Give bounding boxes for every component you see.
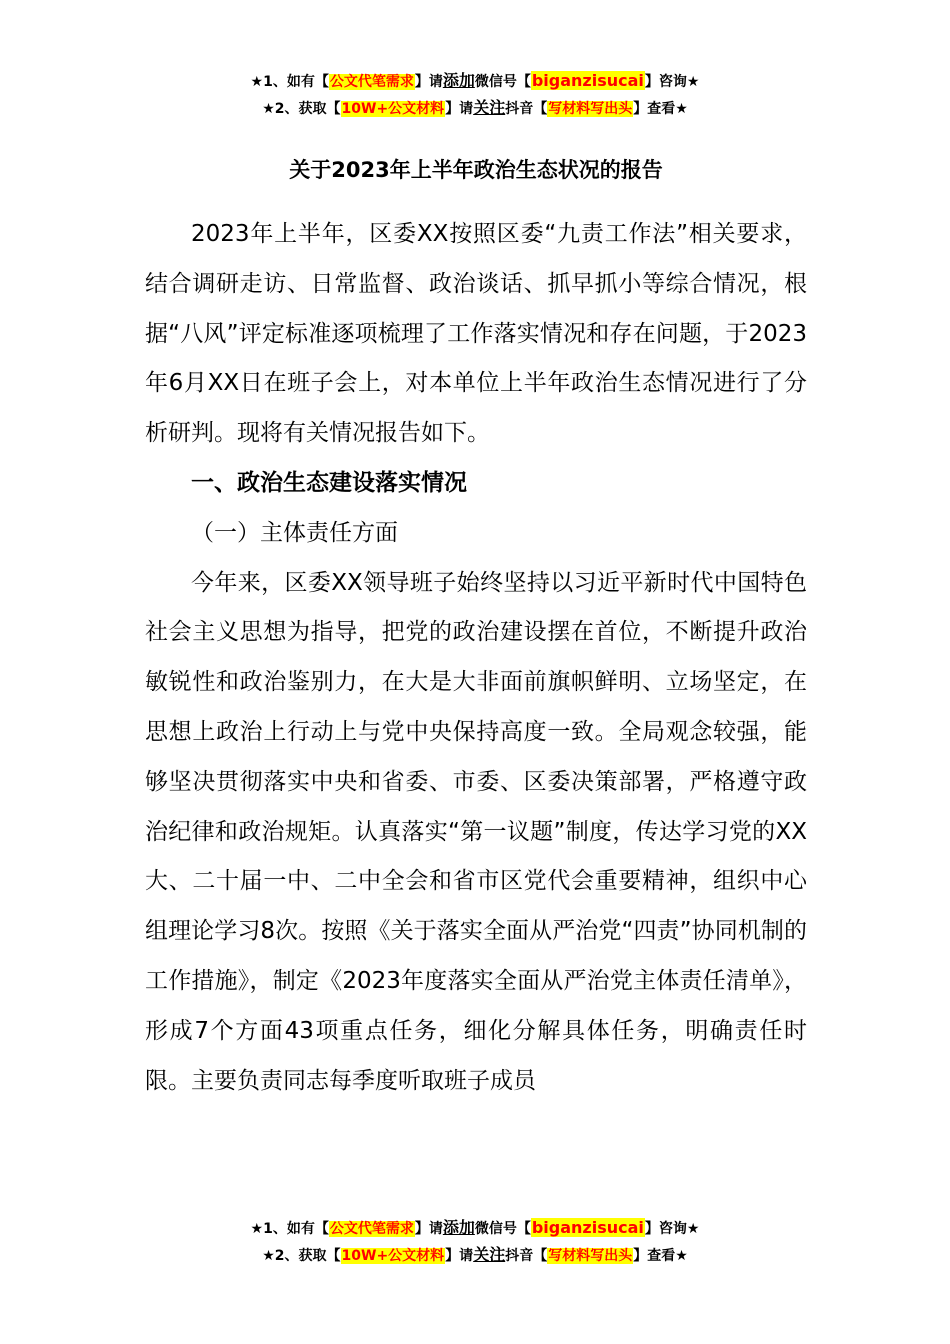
banner-text: 微信号【 bbox=[474, 74, 531, 90]
banner-highlight: 写材料写出头 bbox=[548, 101, 633, 117]
banner-highlight: 写材料写出头 bbox=[548, 1248, 633, 1264]
banner-highlight: 10W+公文材料 bbox=[341, 101, 445, 117]
banner-line-2 bbox=[0, 95, 950, 122]
banner-highlight: biganzisucai bbox=[531, 71, 644, 90]
subsection-heading: （一）主体责任方面 bbox=[191, 519, 398, 546]
banner-text: 】请 bbox=[445, 101, 474, 117]
banner-underlined: 添加 bbox=[442, 1218, 475, 1237]
document-body bbox=[145, 152, 807, 1106]
banner-highlight: 10W+公文材料 bbox=[341, 1248, 445, 1264]
banner-text: 】查看★ bbox=[633, 1248, 688, 1264]
banner-line-1 bbox=[0, 1215, 950, 1242]
banner-text: 】咨询★ bbox=[644, 74, 700, 90]
header-banner bbox=[0, 68, 950, 122]
banner-text: 抖音【 bbox=[505, 1248, 548, 1264]
banner-highlight: 公文代笔需求 bbox=[329, 74, 414, 90]
paragraph-body: 今年来，区委XX领导班子始终坚持以习近平新时代中国特色社会主义思想为指导，把党的政治建设摆在首位，不断提升政治敏锐性和政治鉴别力，在大是大非面前旗帜鲜明、立场坚定，在思想上政治上行动上与党中央保持高度一致。全局观念较强，能够坚决贯彻落实中央和省委、市委、区委决策部署，严格遵守政治纪律和政治规矩。认真落实“第一议题”制度，传达学习党的XX大、二十届一中、二中全会和省市区党代会重要精神，组织中心组理论学习8次。按照《关于落实全面从严治党“四责”协同机制的工作措施》，制定《2023年度落实全面从严治党主体责任清单》，形成7个方面43项重点任务，细化分解具体任务，明确责任时限。主要负责同志每季度听取班子成员 bbox=[145, 569, 807, 1094]
banner-text: 抖音【 bbox=[505, 101, 548, 117]
banner-text: 】请 bbox=[414, 1221, 443, 1237]
banner-highlight: biganzisucai bbox=[531, 1218, 644, 1237]
banner-text: 】咨询★ bbox=[644, 1221, 700, 1237]
banner-text: 】请 bbox=[445, 1248, 474, 1264]
banner-text: 微信号【 bbox=[474, 1221, 531, 1237]
banner-text: 】请 bbox=[414, 74, 443, 90]
banner-text: 】查看★ bbox=[633, 101, 688, 117]
document-title: 关于2023年上半年政治生态状况的报告 bbox=[289, 158, 663, 182]
banner-underlined: 添加 bbox=[442, 71, 475, 90]
banner-line-1 bbox=[0, 68, 950, 95]
banner-text: ★2、获取【 bbox=[262, 1248, 341, 1264]
banner-text: ★1、如有【 bbox=[250, 1221, 329, 1237]
banner-line-2 bbox=[0, 1242, 950, 1269]
banner-text: ★1、如有【 bbox=[250, 74, 329, 90]
banner-text: ★2、获取【 bbox=[262, 101, 341, 117]
banner-underlined: 关注 bbox=[473, 98, 506, 117]
section-heading: 一、政治生态建设落实情况 bbox=[191, 469, 467, 496]
banner-highlight: 公文代笔需求 bbox=[329, 1221, 414, 1237]
banner-underlined: 关注 bbox=[473, 1245, 506, 1264]
paragraph-intro: 2023年上半年，区委XX按照区委“九责工作法”相关要求，结合调研走访、日常监督、政治谈话、抓早抓小等综合情况，根据“八风”评定标准逐项梳理了工作落实情况和存在问题，于2023年6月XX日在班子会上，对本单位上半年政治生态情况进行了分析研判。现将有关情况报告如下。 bbox=[145, 221, 807, 447]
footer-banner bbox=[0, 1215, 950, 1269]
